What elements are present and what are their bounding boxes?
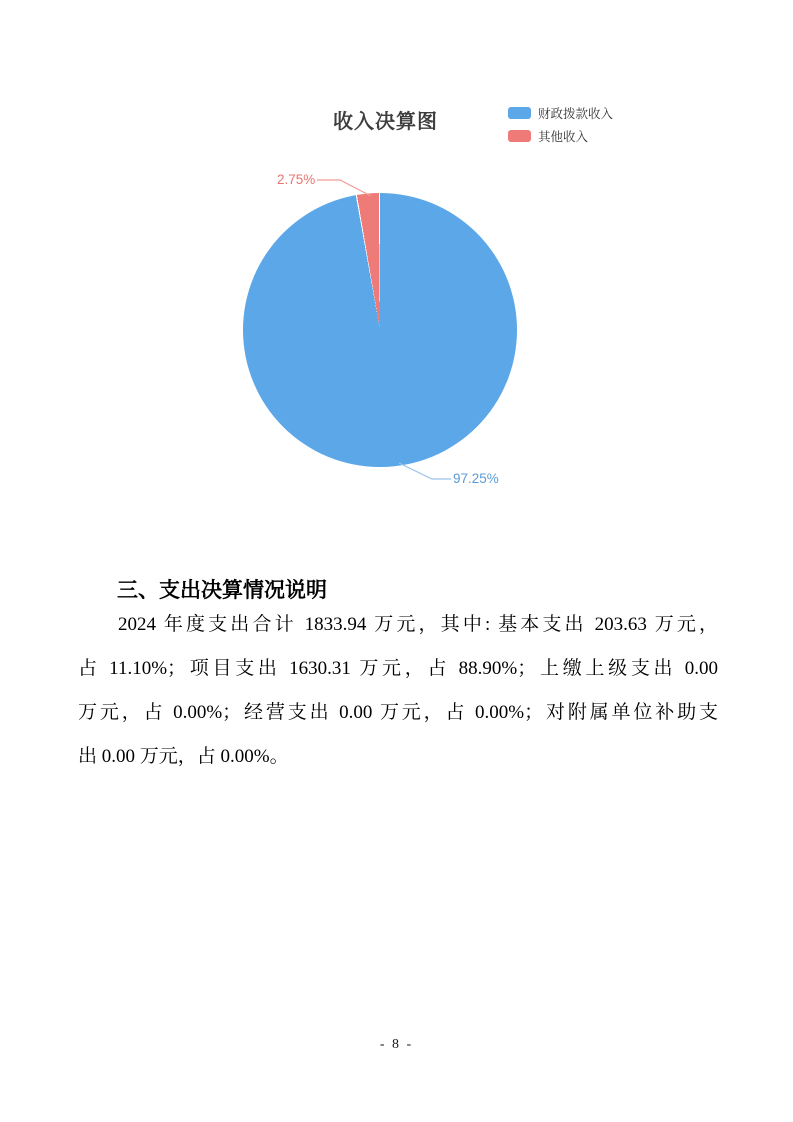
- pie-label-other-income: 2.75%: [277, 172, 316, 187]
- paragraph-line: 占 11.10%；项目支出 1630.31 万元，占 88.90%；上缴上级支出 0.00: [78, 658, 718, 679]
- income-pie: [243, 193, 517, 467]
- pie-label-fiscal-income: 97.25%: [453, 471, 499, 486]
- legend-swatch-blue-icon: [508, 107, 531, 119]
- body-paragraph: [78, 603, 718, 779]
- legend-item-fiscal-income: [508, 106, 613, 120]
- chart-legend: [508, 106, 613, 143]
- chart-title: 收入决算图: [333, 111, 438, 133]
- section-heading: 三、支出决算情况说明: [117, 579, 327, 602]
- legend-swatch-red-icon: [508, 130, 531, 142]
- paragraph-line: 出 0.00 万元，占 0.00%。: [78, 746, 289, 767]
- legend-item-other-income: [508, 129, 613, 143]
- paragraph-line: 万元，占 0.00%；经营支出 0.00 万元，占 0.00%；对附属单位补助支: [78, 702, 718, 723]
- legend-label-fiscal-income: 财政拨款收入: [538, 107, 614, 121]
- legend-label-other-income: 其他收入: [538, 130, 589, 144]
- paragraph-line: 2024 年度支出合计 1833.94 万元，其中: 基本支出 203.63 万元，: [118, 614, 718, 635]
- page-number: - 8 -: [379, 1037, 414, 1052]
